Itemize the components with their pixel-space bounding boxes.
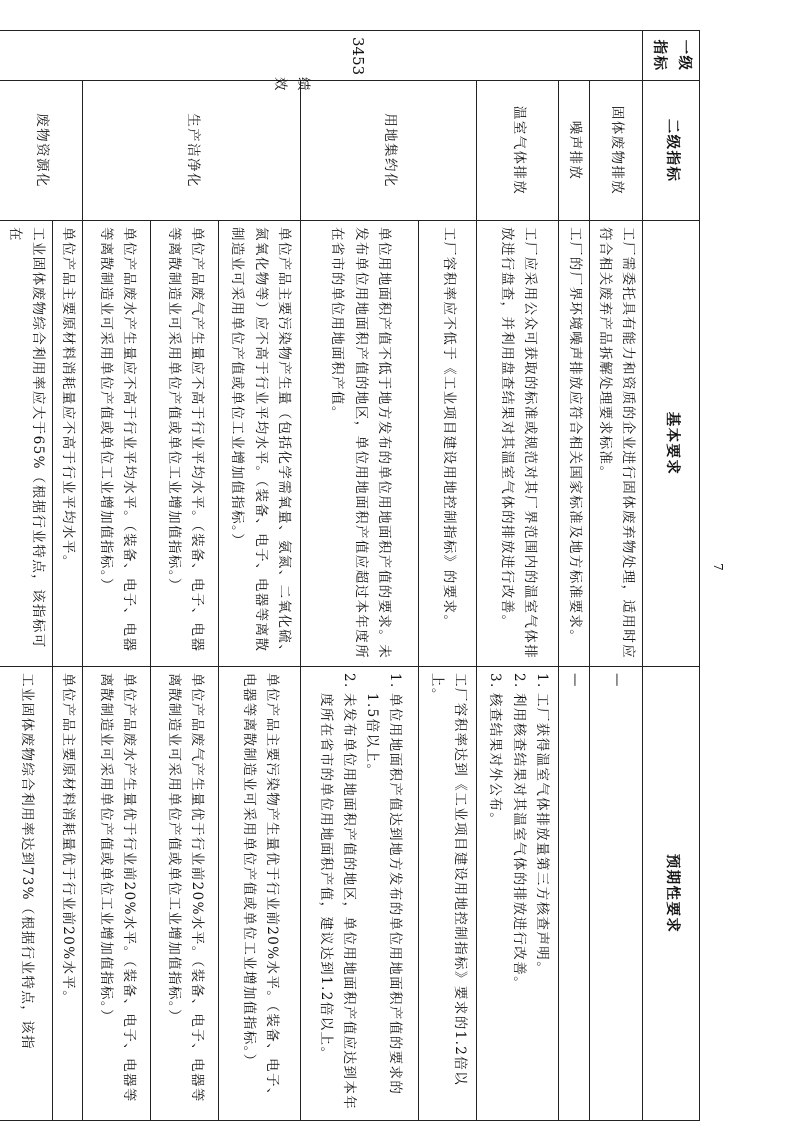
advanced-cell: 单位产品废气产生量优于行业前20%水平。（装备、电子、电器等离散制造业可采用单位产值或单位工业增加值指标。）	[151, 667, 219, 1121]
table-row	[589, 31, 642, 1121]
table-row	[419, 31, 477, 1121]
basic-cell: 工厂的厂界环境噪声排放应符合相关国家标准及地方标准要求。	[559, 221, 589, 667]
level2-cell: 温室气体排放	[477, 81, 559, 221]
advanced-list	[483, 673, 553, 1114]
list-item: 未发布单位用地面积产值的地区，单位用地面积产值应达到本年度所在省市的单位用地面积产值，建议达到1.2倍以上。	[317, 693, 357, 1111]
table-header-row	[643, 31, 700, 1121]
basic-cell: 工业固体废物综合利用率应大于65%（根据行业特点，该指标可在	[0, 221, 53, 667]
advanced-cell	[477, 667, 559, 1121]
page-number: 7	[710, 563, 725, 571]
basic-cell: 单位产品废气产生量应不高于行业平均水平。（装备、电子、电器等离散制造业可采用单位产值或单位工业增加值指标。）	[151, 221, 219, 667]
advanced-list	[314, 673, 407, 1114]
basic-cell: 工厂容积率应不低于《工业项目建设用地控制指标》的要求。	[419, 221, 477, 667]
basic-cell: 工厂应采用公众可获取的标准或规范对其厂界范围内的温室气体排放进行盘查，并利用盘查结果对其温室气体的排放进行改善。	[477, 221, 559, 667]
header-basic: 基本要求	[643, 221, 700, 667]
advanced-cell: 单位产品主要污染物产生量优于行业前20%水平。（装备、电子、电器等离散制造业可采用单位产值或单位工业增加值指标。）	[219, 667, 301, 1121]
basic-cell: 单位产品废水产生量应不高于行业平均水平。（装备、电子、电器等离散制造业可采用单位产值或单位工业增加值指标。）	[83, 221, 151, 667]
basic-cell: 单位产品主要污染物产生量（包括化学需氧量、氨氮、二氧化硫、氮氧化物等）应不高于行业平均水平。（装备、电子、电器等离散制造业可采用单位产值或单位工业增加值指标。）	[219, 221, 301, 667]
table-row	[219, 31, 301, 1121]
advanced-cell: 单位产品废水产生量优于行业前20%水平。（装备、电子、电器等离散制造业可采用单位产值或单位工业增加值指标。）	[83, 667, 151, 1121]
advanced-cell: —	[589, 667, 642, 1121]
level2-cell: 噪声排放	[559, 81, 589, 221]
list-item: 工厂获得温室气体排放量第三方核查声明。	[533, 693, 550, 977]
table-row	[53, 31, 83, 1121]
advanced-cell: 工厂容积率达到《工业项目建设用地控制指标》要求的1.2倍以上。	[419, 667, 477, 1121]
header-advanced: 预期性要求	[643, 667, 700, 1121]
advanced-cell: 工业固体废物综合利用率达到73%（根据行业特点，该指	[0, 667, 53, 1121]
level1-cell: 3453 绩效	[0, 31, 643, 81]
advanced-cell: —	[559, 667, 589, 1121]
basic-cell: 工厂需委托具有能力和资质的企业进行固体废弃物处理，适用时应符合相关废弃产品拆解处理要求标准。	[589, 221, 642, 667]
level1-code: 3453	[349, 37, 368, 76]
level2-cell: 生产洁净化	[83, 81, 301, 221]
advanced-cell	[301, 667, 419, 1121]
basic-cell: 单位产品主要原材料消耗量应不高于行业平均水平。	[53, 221, 83, 667]
level2-cell: 用地集约化	[301, 81, 477, 221]
list-item: 单位用地面积产值达到地方发布的单位用地面积产值的要求的1.5倍以上。	[364, 693, 404, 1096]
list-item: 利用核查结果对其温室气体的排放进行改善。	[510, 693, 527, 991]
level2-cell: 废物资源化	[0, 81, 83, 221]
basic-cell: 单位用地面积产值不低于地方发布的单位用地面积产值的要求。未发布单位用地面积产值的地区，单位用地面积产值应超过本年度所在省市的单位用地面积产值。	[301, 221, 419, 667]
level2-cell: 固体废物排放	[589, 81, 642, 221]
list-item: 核查结果对外公布。	[487, 693, 504, 828]
table-row	[559, 31, 589, 1121]
table-row	[477, 31, 559, 1121]
header-level1: 一级指标	[643, 31, 700, 81]
rotated-page	[7, 30, 700, 1120]
advanced-cell: 单位产品主要原材料消耗量优于行业前20%水平。	[53, 667, 83, 1121]
standard-table	[0, 30, 700, 1121]
header-level2: 二级指标	[643, 81, 700, 221]
